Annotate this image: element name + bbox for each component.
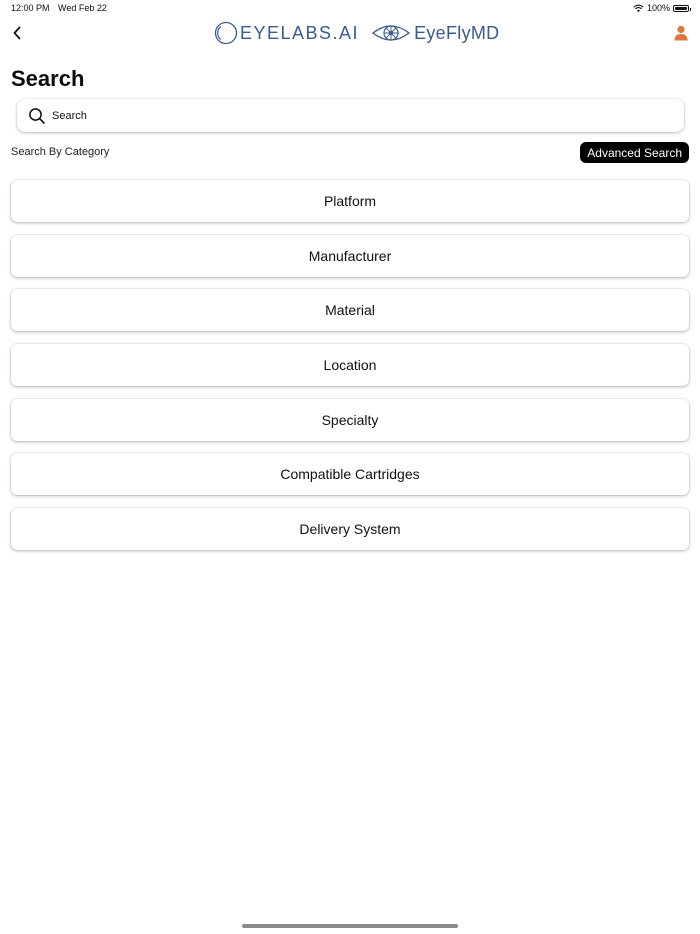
eyelabs-mark-icon: [214, 21, 238, 45]
battery-fill: [675, 7, 687, 10]
wifi-icon: [633, 4, 644, 13]
profile-button[interactable]: [672, 24, 690, 42]
eye-logo-icon: [371, 21, 411, 45]
status-time-date: [11, 3, 113, 13]
category-compatible-cartridges-button[interactable]: Compatible Cartridges: [11, 453, 689, 495]
search-by-category-label: Search By Category: [11, 146, 110, 158]
status-date: Wed Feb 22: [58, 3, 107, 13]
category-material-button[interactable]: Material: [11, 289, 689, 331]
header-logos: [214, 18, 499, 48]
page-title: Search: [11, 66, 85, 91]
eyelabs-logo-text: EYELABS.AI: [240, 22, 360, 43]
category-specialty-button[interactable]: Specialty: [11, 399, 689, 441]
status-time: 12:00 PM: [11, 3, 50, 13]
eyeflymd-logo: [371, 21, 499, 45]
battery-icon: [673, 5, 689, 12]
home-indicator[interactable]: [242, 924, 458, 928]
category-delivery-system-button[interactable]: Delivery System: [11, 508, 689, 550]
chevron-left-icon: [12, 26, 22, 40]
search-bar[interactable]: [17, 99, 684, 132]
back-button[interactable]: [8, 22, 26, 44]
app-header: [0, 18, 700, 48]
advanced-search-button[interactable]: Advanced Search: [580, 142, 689, 163]
category-platform-button[interactable]: Platform: [11, 180, 689, 222]
eyeflymd-logo-text: EyeFlyMD: [414, 22, 500, 43]
person-icon: [672, 24, 690, 42]
category-list: [11, 180, 689, 563]
status-bar: [0, 0, 700, 17]
category-manufacturer-button[interactable]: Manufacturer: [11, 235, 689, 277]
status-indicators: [633, 3, 689, 13]
battery-percent: 100%: [646, 3, 670, 13]
search-input[interactable]: [52, 110, 652, 122]
eyelabs-logo: [214, 21, 359, 45]
category-location-button[interactable]: Location: [11, 344, 689, 386]
search-icon: [28, 107, 46, 125]
